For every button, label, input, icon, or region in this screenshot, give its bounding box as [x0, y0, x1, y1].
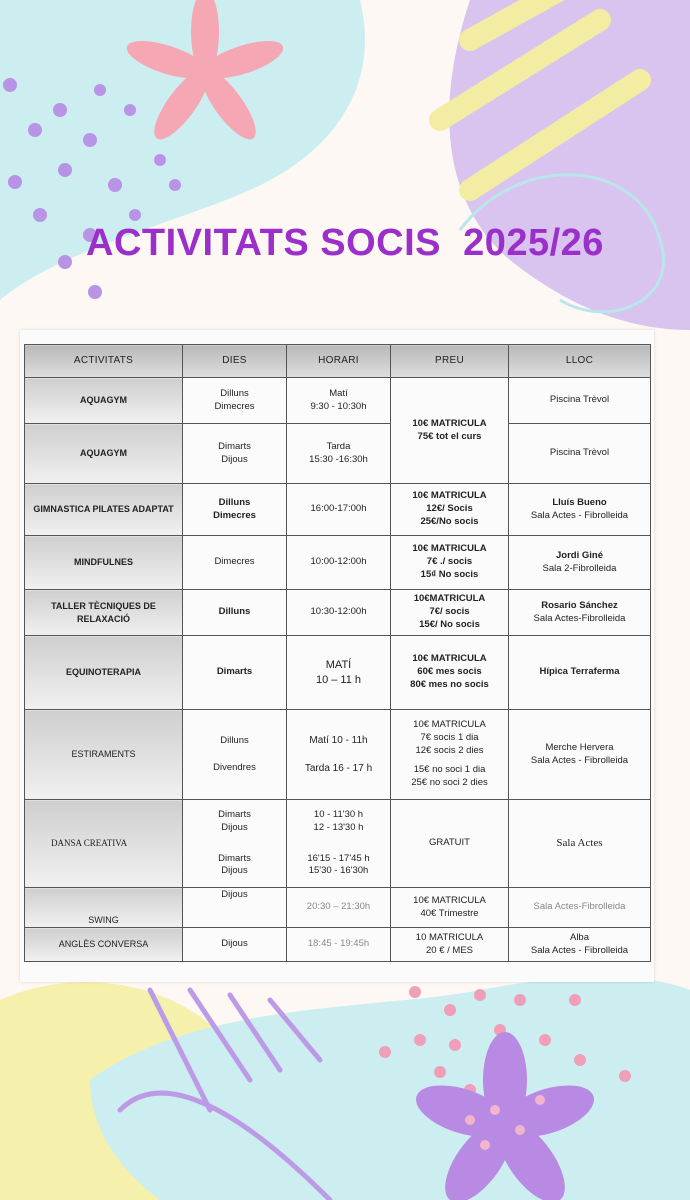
table-row: [25, 928, 651, 962]
activity-name: EQUINOTERAPIA: [25, 636, 183, 710]
activity-name: MINDFULNES: [25, 536, 183, 590]
table-row: [25, 710, 651, 800]
schedule-cell: 10:30-12:00h: [287, 590, 391, 636]
table-row: [25, 590, 651, 636]
location-cell: Rosario Sánchez Sala Actes-Fibrolleida: [509, 590, 651, 636]
location-cell: Sala Actes-Fibrolleida: [509, 888, 651, 928]
table-row: [25, 424, 651, 484]
schedule-cell: Matí 9:30 - 10:30h: [287, 378, 391, 424]
schedule-cell: 10:00-12:00h: [287, 536, 391, 590]
table-row: [25, 378, 651, 424]
days-cell: Dimarts Dijous Dimarts Dijous: [183, 800, 287, 888]
schedule-cell: 10 - 11'30 h 12 - 13'30 h 16'15 - 17'45 h 15'30 - 16'30h: [287, 800, 391, 888]
price-cell: 10€ MATRICULA 75€ tot el curs: [391, 378, 509, 484]
price-cell: 10€ MATRICULA 7€ ./ socis 15₫ No socis: [391, 536, 509, 590]
activity-name: GIMNASTICA PILATES ADAPTAT: [25, 484, 183, 536]
price-cell: 10 MATRICULA 20 € / MES: [391, 928, 509, 962]
table-row: [25, 536, 651, 590]
price-cell: 10€ MATRICULA 60€ mes socis 80€ mes no socis: [391, 636, 509, 710]
price-cell: 10€MATRICULA 7€/ socis 15€/ No socis: [391, 590, 509, 636]
days-cell: Dimarts Dijous: [183, 424, 287, 484]
location-cell: Sala Actes: [509, 800, 651, 888]
activity-name: AQUAGYM: [25, 378, 183, 424]
days-cell: Dilluns Dimecres: [183, 484, 287, 536]
activity-name: ANGLÈS CONVERSA: [25, 928, 183, 962]
location-cell: Piscina Trèvol: [509, 378, 651, 424]
table-row: [25, 800, 651, 888]
location-cell: Hípica Terraferma: [509, 636, 651, 710]
activity-name: ESTIRAMENTS: [25, 710, 183, 800]
price-cell: 10€ MATRICULA 7€ socis 1 dia 12€ socis 2 dies 15€ no soci 1 dia 25€ no soci 2 dies: [391, 710, 509, 800]
days-cell: Dimarts: [183, 636, 287, 710]
schedule-cell: Matí 10 - 11h Tarda 16 - 17 h: [287, 710, 391, 800]
price-cell: 10€ MATRICULA 40€ Trimestre: [391, 888, 509, 928]
location-cell: Merche Hervera Sala Actes - Fibrolleida: [509, 710, 651, 800]
activity-name: AQUAGYM: [25, 424, 183, 484]
schedule-sheet: [20, 330, 654, 982]
table-header-row: [25, 345, 651, 378]
days-cell: Dilluns: [183, 590, 287, 636]
table-row: [25, 484, 651, 536]
days-cell: Dijous: [183, 928, 287, 962]
schedule-cell: 18:45 - 19:45h: [287, 928, 391, 962]
activity-name: TALLER TÈCNIQUES DE RELAXACIÓ: [25, 590, 183, 636]
activity-name: SWING: [25, 888, 183, 928]
table-row: [25, 636, 651, 710]
page-title: ACTIVITATS SOCIS 2025/26: [86, 222, 604, 264]
schedule-cell: Tarda 15:30 -16:30h: [287, 424, 391, 484]
price-cell: GRATUIT: [391, 800, 509, 888]
header-lloc: LLOC: [509, 345, 651, 378]
location-cell: Alba Sala Actes - Fibrolleida: [509, 928, 651, 962]
location-cell: Lluís Bueno Sala Actes - Fibrolleida: [509, 484, 651, 536]
schedule-cell: 16:00-17:00h: [287, 484, 391, 536]
location-cell: Piscina Trèvol: [509, 424, 651, 484]
header-activitats: ACTIVITATS: [25, 345, 183, 378]
schedule-cell: MATÍ 10 – 11 h: [287, 636, 391, 710]
header-horari: HORARI: [287, 345, 391, 378]
header-preu: PREU: [391, 345, 509, 378]
activity-name: DANSA CREATIVA: [25, 800, 183, 888]
header-dies: DIES: [183, 345, 287, 378]
price-cell: 10€ MATRICULA 12€/ Socis 25€/No socis: [391, 484, 509, 536]
schedule-cell: 20:30 – 21:30h: [287, 888, 391, 928]
days-cell: Dilluns Divendres: [183, 710, 287, 800]
days-cell: Dijous: [183, 888, 287, 928]
table-row: [25, 888, 651, 928]
activities-table: [24, 344, 651, 962]
location-cell: Jordi Giné Sala 2-Fibrolleida: [509, 536, 651, 590]
days-cell: Dilluns Dimecres: [183, 378, 287, 424]
days-cell: Dimecres: [183, 536, 287, 590]
